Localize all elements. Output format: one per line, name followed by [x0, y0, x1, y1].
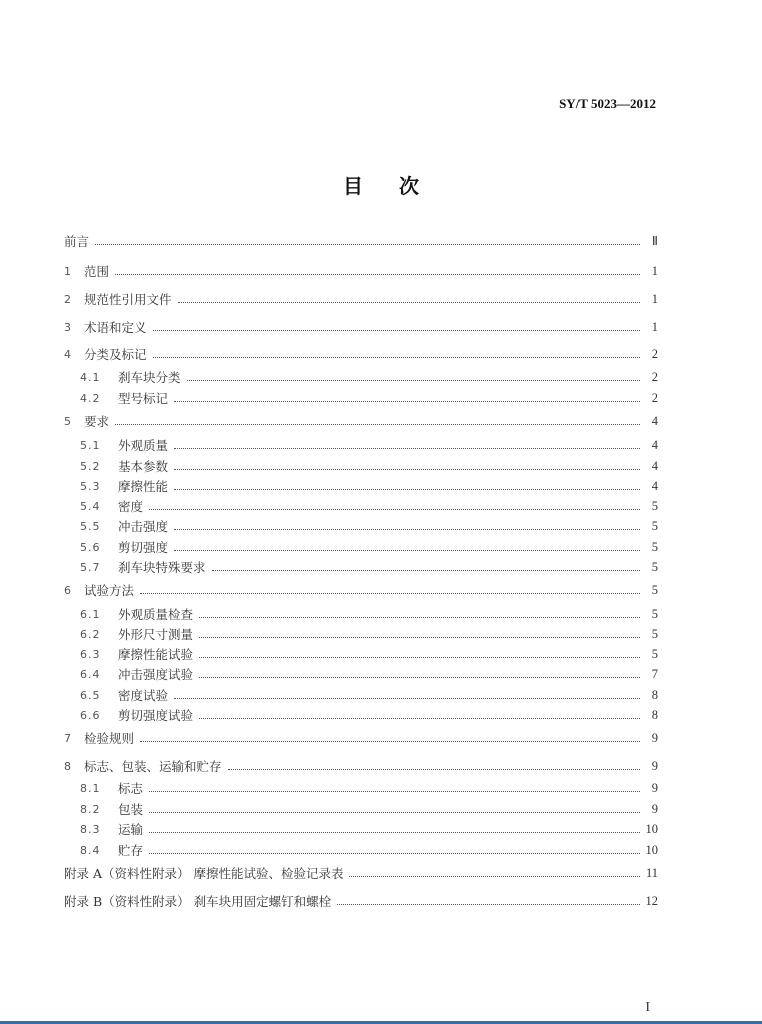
toc-entry[interactable] — [64, 779, 658, 797]
dot-leader — [140, 592, 640, 594]
toc-entry-number: 5.6 — [80, 540, 101, 554]
toc-entry-number: 7 — [64, 731, 71, 745]
toc-entry-number: 6.5 — [80, 688, 101, 702]
toc-entry-page: Ⅱ — [651, 234, 658, 248]
dot-leader — [199, 616, 640, 618]
toc-entry[interactable] — [64, 558, 658, 576]
toc-entry-number: 6.2 — [80, 627, 101, 641]
toc-entry[interactable] — [64, 645, 658, 663]
toc-entry-page: 5 — [651, 582, 658, 597]
toc-entry[interactable] — [64, 538, 658, 556]
toc-entry-label: 分类及标记 — [84, 347, 147, 362]
toc-entry[interactable] — [64, 581, 658, 599]
toc-entry-page: 9 — [651, 758, 658, 773]
dot-leader — [228, 768, 640, 770]
dot-leader — [149, 852, 639, 854]
dot-leader — [199, 717, 640, 719]
toc-entry-number: 5.4 — [80, 499, 101, 513]
toc-entry-number: 6.3 — [80, 647, 101, 661]
toc-entry[interactable] — [64, 706, 658, 724]
toc-entry[interactable] — [64, 892, 658, 910]
toc-entry-page: 10 — [645, 821, 658, 836]
toc-entry-page: 4 — [651, 458, 658, 473]
toc-entry-page: 1 — [651, 319, 658, 334]
toc-entry-label: 剪切强度试验 — [118, 708, 194, 723]
toc-entry-number: 5.7 — [80, 560, 101, 574]
page-title: 目次 — [343, 174, 455, 198]
toc-entry-number: 4 — [64, 347, 71, 361]
toc-entry-label: 标志、包装、运输和贮存 — [84, 759, 222, 774]
toc-entry-label: 密度试验 — [118, 688, 169, 703]
dot-leader — [174, 697, 640, 699]
toc-entry-number: 8 — [64, 759, 71, 773]
toc-entry-page: 2 — [651, 390, 658, 405]
toc-entry[interactable] — [64, 517, 658, 535]
toc-entry[interactable] — [64, 864, 658, 882]
toc-entry-number: 6.6 — [80, 708, 101, 722]
toc-entry-number: 3 — [64, 320, 71, 334]
toc-entry-page: 5 — [651, 498, 658, 513]
dot-leader — [149, 831, 639, 833]
dot-leader — [115, 423, 640, 425]
toc-entry-label: 型号标记 — [118, 391, 169, 406]
toc-entry[interactable] — [64, 665, 658, 683]
toc-entry-page: 5 — [651, 646, 658, 661]
toc-entry-page: 5 — [651, 539, 658, 554]
toc-entry-label: 剪切强度 — [118, 540, 169, 555]
toc-entry[interactable] — [64, 262, 658, 280]
toc-entry-page: 2 — [651, 369, 658, 384]
toc-entry-label: 外形尺寸测量 — [118, 627, 194, 642]
dot-leader — [349, 875, 639, 877]
dot-leader — [199, 676, 640, 678]
toc-entry-page: 4 — [651, 437, 658, 452]
toc-entry-number: 8.1 — [80, 781, 101, 795]
toc-entry[interactable] — [64, 686, 658, 704]
dot-leader — [140, 740, 640, 742]
toc-entry-number: 4.1 — [80, 370, 101, 384]
toc-entry-label: 前言 — [64, 234, 90, 249]
toc-entry-page: 11 — [645, 865, 658, 880]
toc-entry-page: 8 — [651, 687, 658, 702]
toc-entry-number: 8.3 — [80, 822, 101, 836]
dot-leader — [178, 301, 640, 303]
toc-entry[interactable] — [64, 368, 658, 386]
toc-entry[interactable] — [64, 820, 658, 838]
toc-entry-label: 附录 A（资料性附录） 摩擦性能试验、检验记录表 — [64, 866, 344, 881]
toc-entry-label: 包装 — [118, 802, 144, 817]
toc-entry-number: 4.2 — [80, 391, 101, 405]
toc-entry-number: 5 — [64, 414, 71, 428]
toc-entry-label: 外观质量 — [118, 438, 169, 453]
toc-entry-page: 5 — [651, 626, 658, 641]
toc-entry-number: 8.4 — [80, 843, 101, 857]
dot-leader — [212, 569, 640, 571]
toc-entry-label: 范围 — [84, 264, 110, 279]
toc-entry[interactable] — [64, 729, 658, 747]
toc-entry-label: 要求 — [84, 414, 110, 429]
toc-entry-page: 5 — [651, 518, 658, 533]
toc-entry-label: 冲击强度试验 — [118, 667, 194, 682]
toc-entry-page: 5 — [651, 559, 658, 574]
toc-entry[interactable] — [64, 345, 658, 363]
toc-entry-number: 6 — [64, 583, 71, 597]
dot-leader — [149, 508, 640, 510]
toc-entry-label: 摩擦性能试验 — [118, 647, 194, 662]
toc-entry[interactable] — [64, 625, 658, 643]
toc-entry-number: 5.2 — [80, 459, 101, 473]
dot-leader — [153, 356, 640, 358]
toc-entry[interactable] — [64, 232, 658, 250]
toc-entry-label: 标志 — [118, 781, 144, 796]
dot-leader — [174, 549, 640, 551]
dot-leader — [187, 379, 640, 381]
dot-leader — [337, 903, 639, 905]
toc-entry[interactable] — [64, 841, 658, 859]
toc-entry-page: 1 — [651, 263, 658, 278]
toc-entry-label: 冲击强度 — [118, 519, 169, 534]
dot-leader — [149, 811, 640, 813]
toc-entry-page: 12 — [645, 893, 658, 908]
toc-entry[interactable] — [64, 800, 658, 818]
toc-entry-number: 8.2 — [80, 802, 101, 816]
toc-entry[interactable] — [64, 389, 658, 407]
dot-leader — [174, 400, 640, 402]
dot-leader — [115, 273, 640, 275]
toc-entry-label: 基本参数 — [118, 459, 169, 474]
toc-entry[interactable] — [64, 457, 658, 475]
toc-entry[interactable] — [64, 477, 658, 495]
dot-leader — [199, 636, 640, 638]
toc-entry-page: 5 — [651, 606, 658, 621]
toc-entry-label: 外观质量检查 — [118, 607, 194, 622]
toc-entry-number: 5.5 — [80, 519, 101, 533]
toc-entry-number: 5.3 — [80, 479, 101, 493]
toc-entry[interactable] — [64, 436, 658, 454]
dot-leader — [174, 468, 640, 470]
toc-entry-label: 试验方法 — [84, 583, 135, 598]
toc-entry-page: 4 — [651, 478, 658, 493]
toc-entry-label: 附录 B（资料性附录） 刹车块用固定螺钉和螺栓 — [64, 894, 332, 909]
toc-entry-page: 9 — [651, 801, 658, 816]
toc-entry-page: 7 — [651, 666, 658, 681]
toc-entry-label: 刹车块分类 — [118, 370, 181, 385]
toc-entry-label: 检验规则 — [84, 731, 135, 746]
toc-entry-label: 刹车块特殊要求 — [118, 560, 206, 575]
dot-leader — [174, 488, 640, 490]
dot-leader — [199, 656, 640, 658]
dot-leader — [153, 329, 640, 331]
toc-entry-page: 9 — [651, 780, 658, 795]
toc-entry-label: 规范性引用文件 — [84, 292, 172, 307]
toc-entry-page: 4 — [651, 413, 658, 428]
toc-entry-label: 运输 — [118, 822, 144, 837]
toc-entry-label: 密度 — [118, 499, 144, 514]
dot-leader — [174, 447, 640, 449]
toc-entry-label: 摩擦性能 — [118, 479, 169, 494]
toc-entry-page: 9 — [651, 730, 658, 745]
toc-entry-number: 1 — [64, 264, 71, 278]
page-number: I — [645, 1000, 650, 1015]
dot-leader — [95, 243, 640, 245]
toc-entry-label: 贮存 — [118, 843, 144, 858]
toc-entry-page: 2 — [651, 346, 658, 361]
toc-entry-page: 10 — [645, 842, 658, 857]
toc-entry-page: 8 — [651, 707, 658, 722]
toc-entry[interactable] — [64, 605, 658, 623]
toc-entry-label: 术语和定义 — [84, 320, 147, 335]
toc-entry-number: 6.4 — [80, 667, 101, 681]
toc-entry-number: 6.1 — [80, 607, 101, 621]
standard-code: SY/T 5023—2012 — [559, 96, 656, 111]
toc-entry[interactable] — [64, 757, 658, 775]
toc-entry[interactable] — [64, 318, 658, 336]
toc-entry-number: 5.1 — [80, 438, 101, 452]
toc-entry[interactable] — [64, 497, 658, 515]
toc-entry[interactable] — [64, 290, 658, 308]
dot-leader — [174, 528, 640, 530]
toc-entry[interactable] — [64, 412, 658, 430]
toc-entry-page: 1 — [651, 291, 658, 306]
dot-leader — [149, 790, 640, 792]
toc-entry-number: 2 — [64, 292, 71, 306]
